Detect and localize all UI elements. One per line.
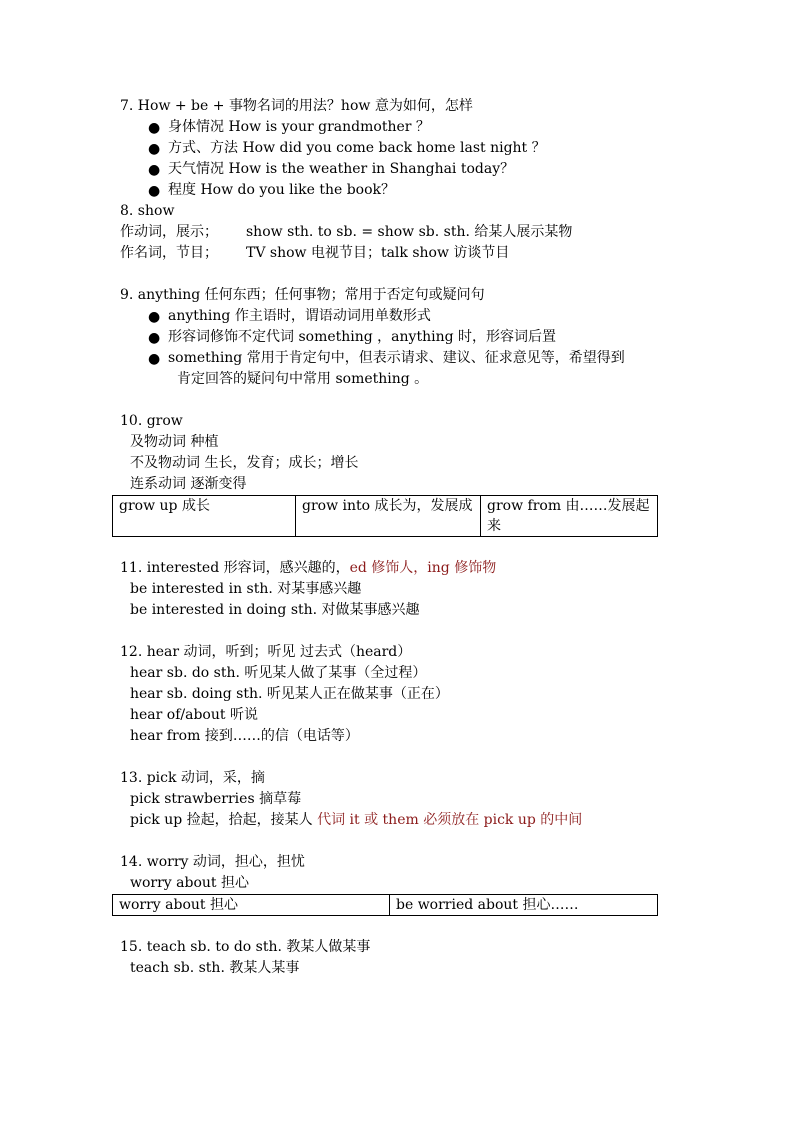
section-10-line: 不及物动词 生长，发育；成长；增长	[130, 455, 359, 471]
section-9-bullet: ● 形容词修饰不定代词 something ，anything 时，形容词后置	[120, 327, 680, 348]
table-cell: worry about 担心	[113, 895, 390, 916]
section-11-line: be interested in sth. 对某事感兴趣	[130, 581, 362, 597]
section-8-line: 作动词，展示； show sth. to sb. = show sb. sth. 给某人展示某物	[120, 224, 573, 240]
bullet-icon: ●	[148, 309, 161, 325]
section-9-bullet: ● anything 作主语时，谓语动词用单数形式	[120, 306, 680, 327]
section-15-title: 15. teach sb. to do sth. 教某人做某事	[120, 939, 371, 955]
document-page	[120, 96, 680, 979]
bullet-icon: ●	[148, 183, 161, 199]
section-11-line: be interested in doing sth. 对做某事感兴趣	[130, 602, 420, 618]
section-7-bullet: ● 身体情况 How is your grandmother ？	[120, 117, 680, 138]
section-7-bullet: ● 程度 How do you like the book？	[120, 180, 680, 201]
section-13-line: pick strawberries 摘草莓	[130, 791, 302, 807]
table-cell: grow up 成长	[113, 496, 296, 537]
bullet-icon: ●	[148, 120, 161, 136]
section-15-line: teach sb. sth. 教某人某事	[130, 960, 300, 976]
section-7-title: 7. How + be + 事物名词的用法？how 意为如何，怎样	[120, 98, 473, 114]
section-12-line: hear sb. do sth. 听见某人做了某事（全过程）	[130, 665, 427, 681]
bullet-icon: ●	[148, 330, 161, 346]
section-14-line: worry about 担心	[130, 875, 249, 891]
section-13-title: 13. pick 动词，采，摘	[120, 770, 265, 786]
section-13-line: pick up 捡起，拾起，接某人 代词 it 或 them 必须放在 pick up 的中间	[130, 812, 583, 828]
section-9-title: 9. anything 任何东西；任何事物；常用于否定句或疑问句	[120, 287, 485, 303]
section-11-title: 11. interested 形容词，感兴趣的，ed 修饰人，ing 修饰物	[120, 560, 497, 576]
section-9-continuation: 肯定回答的疑问句中常用 something 。	[177, 371, 429, 387]
section-12-line: hear from 接到……的信（电话等）	[130, 728, 359, 744]
table-cell: grow from 由……发展起来	[481, 496, 658, 537]
section-10-line: 及物动词 种植	[130, 434, 219, 450]
section-10-line: 连系动词 逐渐变得	[130, 476, 247, 492]
worry-table	[112, 894, 658, 916]
section-8-title: 8. show	[120, 203, 175, 219]
grow-table	[112, 495, 658, 537]
section-8-line: 作名词，节目； TV show 电视节目；talk show 访谈节目	[120, 245, 510, 261]
section-14-title: 14. worry 动词，担心，担忧	[120, 854, 305, 870]
section-7-bullet: ● 天气情况 How is the weather in Shanghai today？	[120, 159, 680, 180]
bullet-icon: ●	[148, 162, 161, 178]
table-cell: be worried about 担心……	[390, 895, 658, 916]
section-9-bullet: ● something 常用于肯定句中，但表示请求、建议、征求意见等，希望得到	[120, 348, 680, 369]
section-12-line: hear of/about 听说	[130, 707, 258, 723]
highlight-note: 代词 it 或 them 必须放在 pick up 的中间	[317, 812, 583, 828]
section-10-title: 10. grow	[120, 413, 183, 429]
bullet-icon: ●	[148, 141, 161, 157]
section-12-title: 12. hear 动词，听到；听见 过去式（heard）	[120, 644, 412, 660]
table-row	[113, 496, 658, 537]
table-row	[113, 895, 658, 916]
section-7-bullet: ● 方式、方法 How did you come back home last night ？	[120, 138, 680, 159]
table-cell: grow into 成长为，发展成	[296, 496, 481, 537]
bullet-icon: ●	[148, 351, 161, 367]
section-12-line: hear sb. doing sth. 听见某人正在做某事（正在）	[130, 686, 449, 702]
highlight-note: ed 修饰人，ing 修饰物	[349, 560, 497, 576]
